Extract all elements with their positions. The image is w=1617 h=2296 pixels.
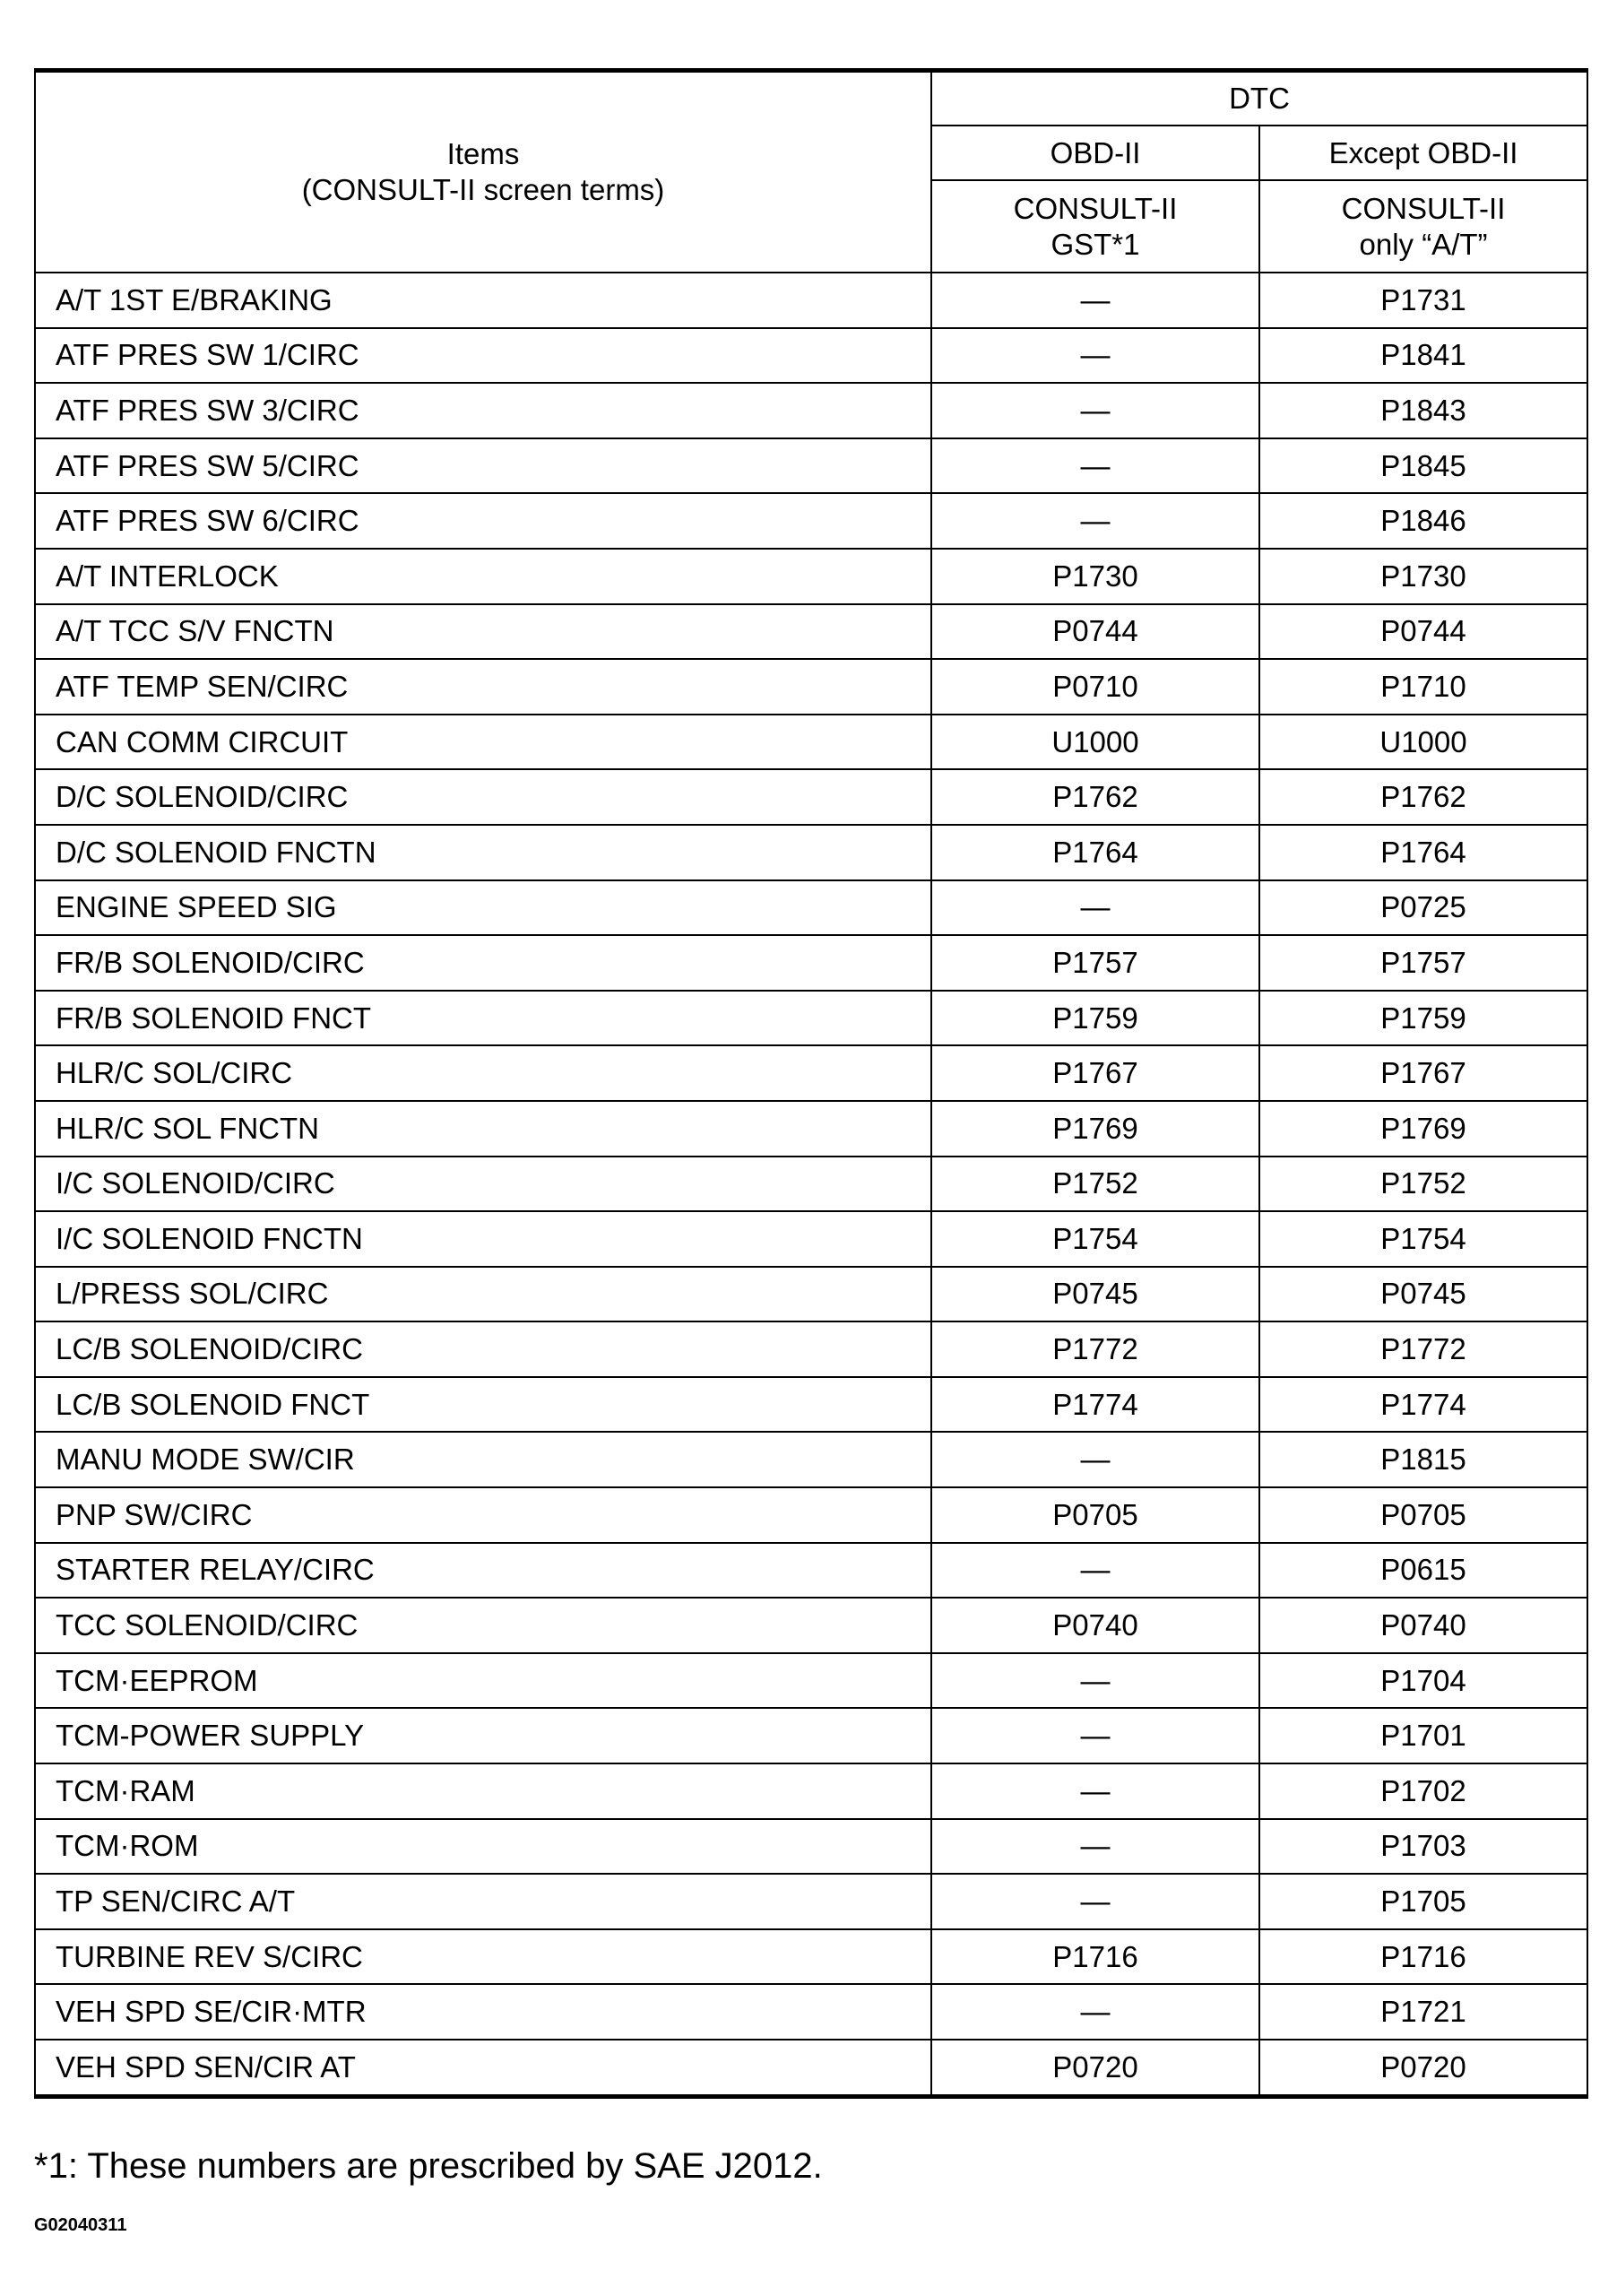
- except-obd-code-cell: P1774: [1259, 1377, 1587, 1433]
- table-row: [35, 1653, 1587, 1709]
- except-obd-code-cell: P1705: [1259, 1874, 1587, 1929]
- item-cell: D/C SOLENOID FNCTN: [35, 825, 931, 880]
- item-cell: ENGINE SPEED SIG: [35, 880, 931, 936]
- obd-code-cell: P1730: [931, 549, 1259, 604]
- item-cell: ATF PRES SW 1/CIRC: [35, 328, 931, 384]
- table-row: [35, 1874, 1587, 1929]
- except-obd-code-cell: P0744: [1259, 604, 1587, 660]
- except-obd-code-cell: P1843: [1259, 383, 1587, 438]
- table-row: [35, 1101, 1587, 1157]
- except-obd-code-cell: P1846: [1259, 493, 1587, 549]
- obd-code-cell: P0705: [931, 1487, 1259, 1543]
- table-body: [35, 273, 1587, 2096]
- table-row: [35, 1819, 1587, 1875]
- item-cell: STARTER RELAY/CIRC: [35, 1543, 931, 1599]
- except-obd-code-cell: P1754: [1259, 1211, 1587, 1267]
- obd-column-header: OBD-II: [931, 126, 1259, 180]
- obd-code-cell: —: [931, 1653, 1259, 1709]
- except-obd-code-cell: U1000: [1259, 715, 1587, 770]
- item-cell: FR/B SOLENOID FNCT: [35, 991, 931, 1046]
- dtc-table: [34, 68, 1588, 2099]
- table-row: [35, 1598, 1587, 1653]
- table-row: [35, 1157, 1587, 1212]
- except-obd-code-cell: P1702: [1259, 1763, 1587, 1819]
- table-row: [35, 438, 1587, 494]
- item-cell: A/T INTERLOCK: [35, 549, 931, 604]
- except-obd-code-cell: P1767: [1259, 1045, 1587, 1101]
- except-obd-column-header: Except OBD-II: [1259, 126, 1587, 180]
- obd-code-cell: P1762: [931, 769, 1259, 825]
- table-row: [35, 1267, 1587, 1322]
- table-row: [35, 383, 1587, 438]
- item-cell: VEH SPD SE/CIR·MTR: [35, 1984, 931, 2040]
- table-row: [35, 715, 1587, 770]
- item-cell: L/PRESS SOL/CIRC: [35, 1267, 931, 1322]
- except-obd-code-cell: P0720: [1259, 2040, 1587, 2096]
- except-obd-subheader: [1259, 180, 1587, 273]
- except-obd-code-cell: P1704: [1259, 1653, 1587, 1709]
- table-row: [35, 1211, 1587, 1267]
- obd-code-cell: P1764: [931, 825, 1259, 880]
- except-obd-code-cell: P1710: [1259, 659, 1587, 715]
- obd-code-cell: —: [931, 1984, 1259, 2040]
- obd-subheader-line1: CONSULT-II: [1013, 191, 1178, 225]
- item-cell: TCM·ROM: [35, 1819, 931, 1875]
- obd-code-cell: P1716: [931, 1929, 1259, 1985]
- obd-code-cell: —: [931, 880, 1259, 936]
- table-row: [35, 1984, 1587, 2040]
- item-cell: HLR/C SOL FNCTN: [35, 1101, 931, 1157]
- table-row: [35, 604, 1587, 660]
- items-column-header: [35, 71, 931, 273]
- except-subheader-line2: only “A/T”: [1359, 227, 1488, 261]
- obd-code-cell: P0720: [931, 2040, 1259, 2096]
- item-cell: TCC SOLENOID/CIRC: [35, 1598, 931, 1653]
- dtc-group-header: DTC: [931, 71, 1587, 126]
- figure-code: G02040311: [34, 2215, 127, 2235]
- item-cell: LC/B SOLENOID FNCT: [35, 1377, 931, 1433]
- table-row: [35, 1543, 1587, 1599]
- table-row: [35, 991, 1587, 1046]
- except-obd-code-cell: P1759: [1259, 991, 1587, 1046]
- except-obd-code-cell: P0740: [1259, 1598, 1587, 1653]
- except-obd-code-cell: P1764: [1259, 825, 1587, 880]
- item-cell: ATF TEMP SEN/CIRC: [35, 659, 931, 715]
- item-cell: VEH SPD SEN/CIR AT: [35, 2040, 931, 2096]
- dtc-table-container: [34, 68, 1587, 2099]
- items-header-subtitle: (CONSULT-II screen terms): [301, 173, 665, 206]
- item-cell: FR/B SOLENOID/CIRC: [35, 935, 931, 991]
- obd-code-cell: P1774: [931, 1377, 1259, 1433]
- items-header-title: Items: [446, 137, 520, 170]
- obd-code-cell: —: [931, 328, 1259, 384]
- table-header: [35, 71, 1587, 273]
- item-cell: TURBINE REV S/CIRC: [35, 1929, 931, 1985]
- item-cell: TCM-POWER SUPPLY: [35, 1708, 931, 1763]
- except-obd-code-cell: P1769: [1259, 1101, 1587, 1157]
- table-row: [35, 549, 1587, 604]
- obd-code-cell: —: [931, 493, 1259, 549]
- obd-code-cell: —: [931, 383, 1259, 438]
- except-obd-code-cell: P0745: [1259, 1267, 1587, 1322]
- item-cell: ATF PRES SW 6/CIRC: [35, 493, 931, 549]
- item-cell: HLR/C SOL/CIRC: [35, 1045, 931, 1101]
- table-row: [35, 1708, 1587, 1763]
- item-cell: A/T TCC S/V FNCTN: [35, 604, 931, 660]
- obd-code-cell: P0710: [931, 659, 1259, 715]
- table-row: [35, 935, 1587, 991]
- except-obd-code-cell: P1757: [1259, 935, 1587, 991]
- obd-code-cell: P0745: [931, 1267, 1259, 1322]
- footnote: *1: These numbers are prescribed by SAE J2012.: [34, 2146, 823, 2186]
- obd-code-cell: —: [931, 1819, 1259, 1875]
- item-cell: D/C SOLENOID/CIRC: [35, 769, 931, 825]
- except-obd-code-cell: P1701: [1259, 1708, 1587, 1763]
- obd-code-cell: —: [931, 1763, 1259, 1819]
- obd-code-cell: —: [931, 1432, 1259, 1487]
- except-obd-code-cell: P1716: [1259, 1929, 1587, 1985]
- item-cell: TP SEN/CIRC A/T: [35, 1874, 931, 1929]
- except-obd-code-cell: P0615: [1259, 1543, 1587, 1599]
- except-subheader-line1: CONSULT-II: [1341, 191, 1506, 225]
- table-row: [35, 659, 1587, 715]
- obd-code-cell: P1759: [931, 991, 1259, 1046]
- obd-subheader-line2: GST*1: [1051, 227, 1140, 261]
- table-row: [35, 1763, 1587, 1819]
- item-cell: I/C SOLENOID FNCTN: [35, 1211, 931, 1267]
- obd-code-cell: P1767: [931, 1045, 1259, 1101]
- item-cell: ATF PRES SW 5/CIRC: [35, 438, 931, 494]
- obd-code-cell: P1772: [931, 1321, 1259, 1377]
- obd-code-cell: P1757: [931, 935, 1259, 991]
- table-row: [35, 1377, 1587, 1433]
- item-cell: ATF PRES SW 3/CIRC: [35, 383, 931, 438]
- table-row: [35, 273, 1587, 328]
- obd-subheader: [931, 180, 1259, 273]
- except-obd-code-cell: P0725: [1259, 880, 1587, 936]
- obd-code-cell: U1000: [931, 715, 1259, 770]
- table-row: [35, 825, 1587, 880]
- item-cell: MANU MODE SW/CIR: [35, 1432, 931, 1487]
- table-row: [35, 1045, 1587, 1101]
- item-cell: TCM·RAM: [35, 1763, 931, 1819]
- item-cell: CAN COMM CIRCUIT: [35, 715, 931, 770]
- table-row: [35, 880, 1587, 936]
- item-cell: I/C SOLENOID/CIRC: [35, 1157, 931, 1212]
- except-obd-code-cell: P1752: [1259, 1157, 1587, 1212]
- except-obd-code-cell: P1731: [1259, 273, 1587, 328]
- except-obd-code-cell: P1703: [1259, 1819, 1587, 1875]
- obd-code-cell: P0744: [931, 604, 1259, 660]
- except-obd-code-cell: P1815: [1259, 1432, 1587, 1487]
- except-obd-code-cell: P1730: [1259, 549, 1587, 604]
- obd-code-cell: —: [931, 273, 1259, 328]
- item-cell: A/T 1ST E/BRAKING: [35, 273, 931, 328]
- obd-code-cell: —: [931, 438, 1259, 494]
- obd-code-cell: —: [931, 1708, 1259, 1763]
- except-obd-code-cell: P1772: [1259, 1321, 1587, 1377]
- obd-code-cell: P1769: [931, 1101, 1259, 1157]
- table-row: [35, 1321, 1587, 1377]
- table-row: [35, 1929, 1587, 1985]
- table-row: [35, 1487, 1587, 1543]
- except-obd-code-cell: P1841: [1259, 328, 1587, 384]
- except-obd-code-cell: P1762: [1259, 769, 1587, 825]
- obd-code-cell: —: [931, 1543, 1259, 1599]
- table-row: [35, 328, 1587, 384]
- obd-code-cell: P1752: [931, 1157, 1259, 1212]
- item-cell: TCM·EEPROM: [35, 1653, 931, 1709]
- obd-code-cell: P0740: [931, 1598, 1259, 1653]
- except-obd-code-cell: P0705: [1259, 1487, 1587, 1543]
- obd-code-cell: —: [931, 1874, 1259, 1929]
- item-cell: LC/B SOLENOID/CIRC: [35, 1321, 931, 1377]
- obd-code-cell: P1754: [931, 1211, 1259, 1267]
- table-row: [35, 2040, 1587, 2096]
- table-row: [35, 493, 1587, 549]
- except-obd-code-cell: P1721: [1259, 1984, 1587, 2040]
- table-row: [35, 769, 1587, 825]
- except-obd-code-cell: P1845: [1259, 438, 1587, 494]
- item-cell: PNP SW/CIRC: [35, 1487, 931, 1543]
- table-row: [35, 1432, 1587, 1487]
